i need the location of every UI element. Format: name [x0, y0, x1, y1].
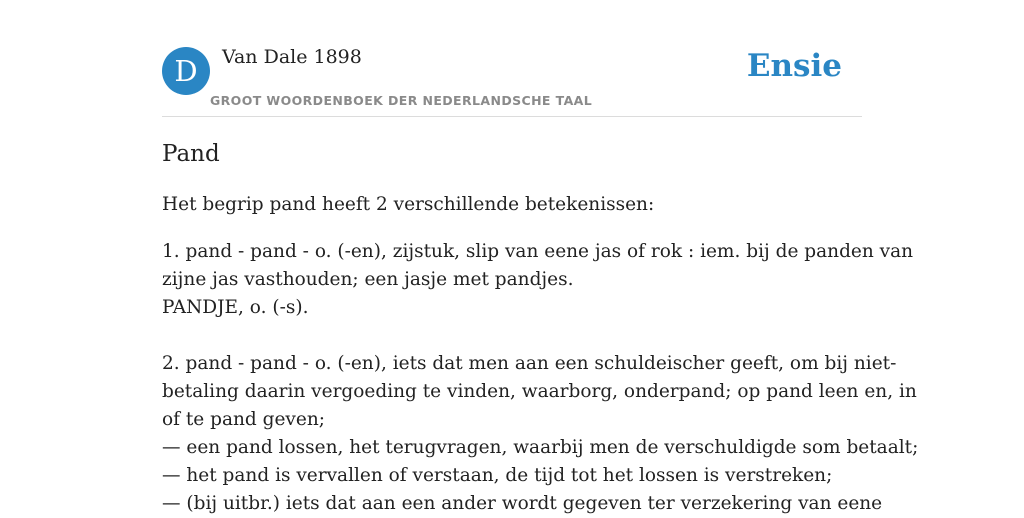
dictionary-subtitle: GROOT WOORDENBOEK DER NEDERLANDSCHE TAAL [210, 93, 593, 108]
page-title: Pand [162, 141, 220, 167]
definition-line: of te pand geven; [162, 409, 325, 430]
definition-line: zijne jas vasthouden; een jasje met pandjes. [162, 269, 574, 290]
dictionary-title[interactable]: Van Dale 1898 [222, 46, 362, 68]
definition-spacer [162, 322, 862, 350]
definition-line: PANDJE, o. (-s). [162, 297, 309, 318]
definition-line: — het pand is vervallen of verstaan, de tijd tot het lossen is verstreken; [162, 465, 833, 486]
definition-line: betaling daarin vergoeding te vinden, waarborg, onderpand; op pand leen en, in [162, 381, 917, 402]
dictionary-logo-icon[interactable]: D [162, 47, 210, 95]
definition-line: 1. pand - pand - o. (-en), zijstuk, slip van eene jas of rok : iem. bij de panden van [162, 241, 914, 262]
page [162, 0, 919, 518]
dictionary-header [162, 0, 862, 117]
definition-line: 2. pand - pand - o. (-en), iets dat men aan een schuldeischer geeft, om bij niet- [162, 353, 897, 374]
definition-text [162, 238, 919, 518]
definition-line: — een pand lossen, het terugvragen, waarbij men de verschuldigde som betaalt; [162, 437, 919, 458]
ensie-logo[interactable]: Ensie [746, 48, 842, 84]
definition-line: — (bij uitbr.) iets dat aan een ander wordt gegeven ter verzekering van eene [162, 493, 883, 514]
definition-intro: Het begrip pand heeft 2 verschillende betekenissen: [162, 194, 655, 215]
